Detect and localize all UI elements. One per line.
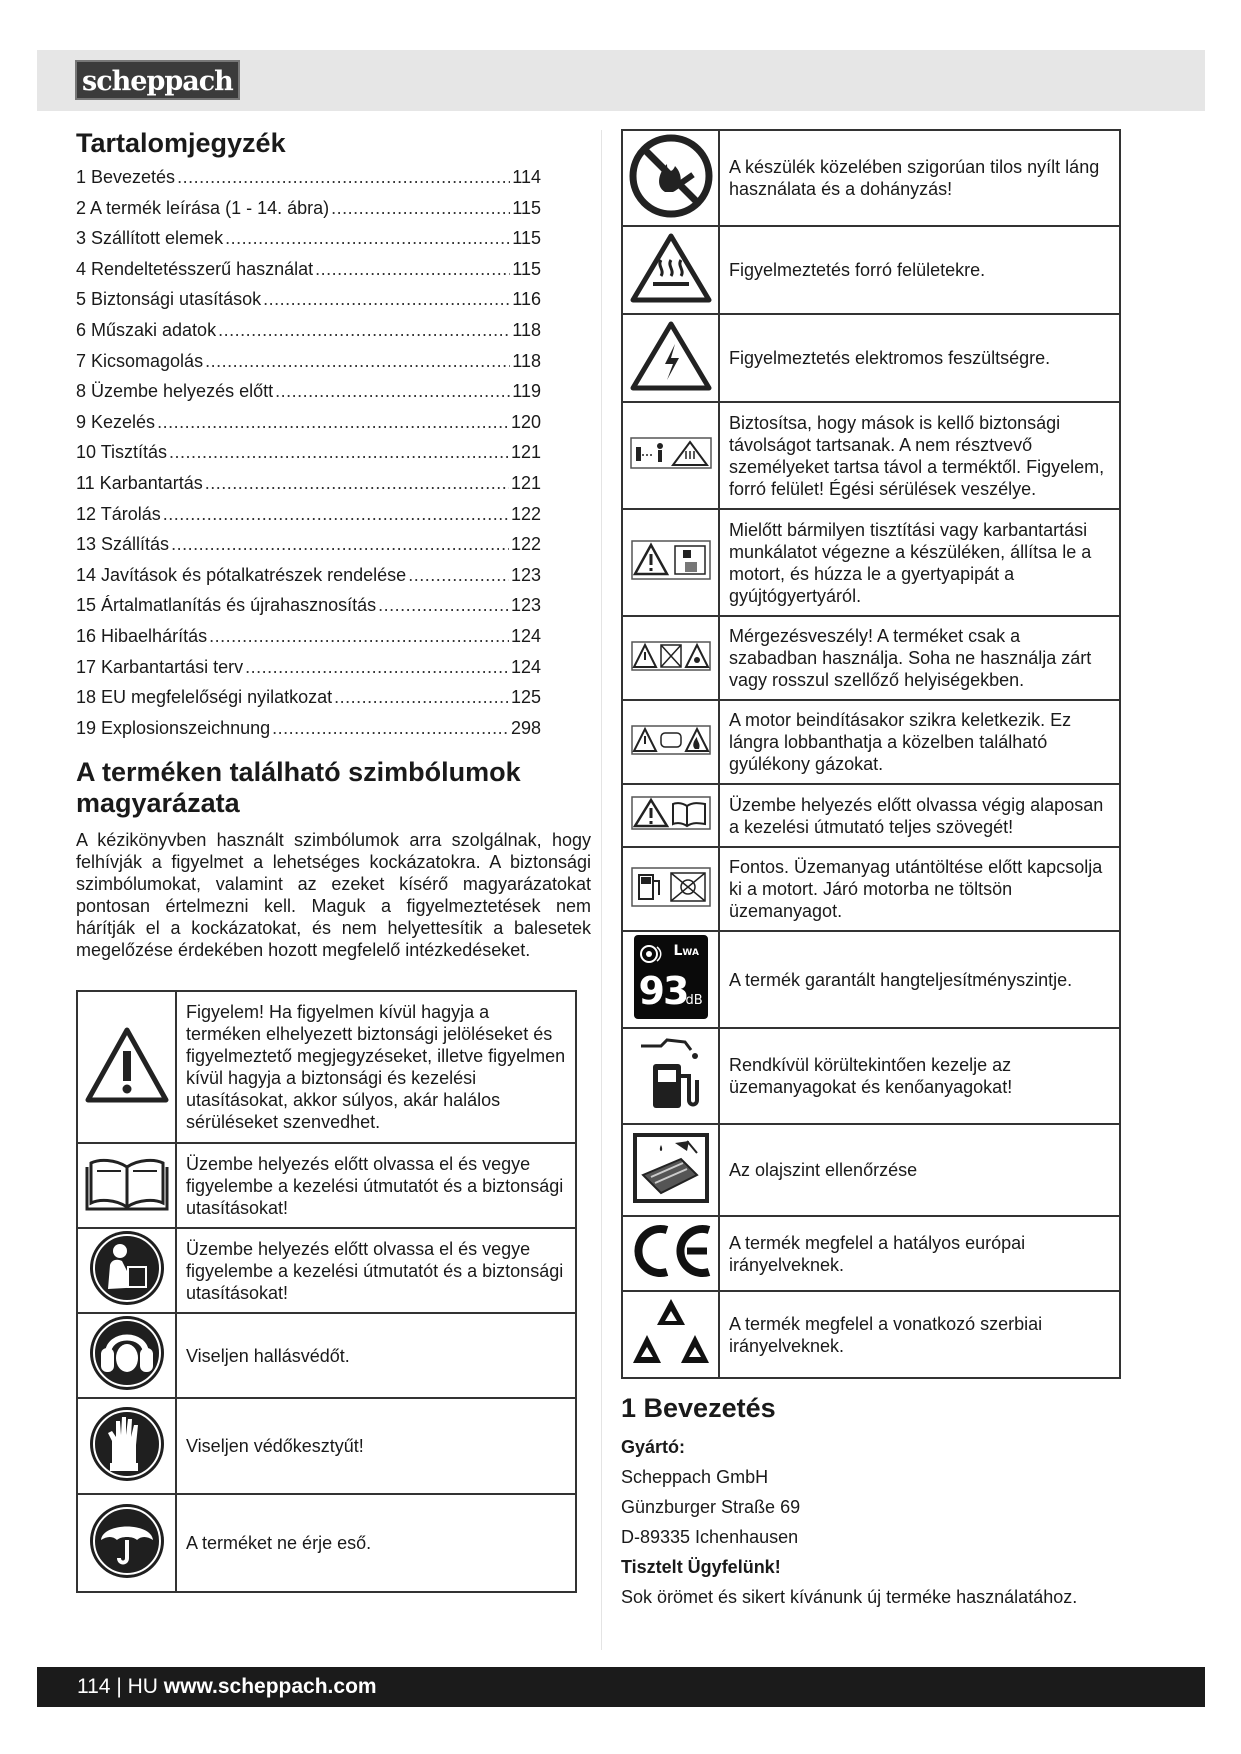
electric-voltage-warning-icon [622,314,719,402]
symbols-intro: A kézikönyvben használt szimbólumok arra szolgálnak, hogy felhívják a figyelmet a lehetséges kockázatokra. A biztonsági szimbólumokat, valamint az ezeket kísérő magyarázatokat pontosan értelmezni kell. Maguk a figyelmeztetések nem hárítják el a kockázatokat, és nem helyettesítik a balesetek megelőzése érdekében hozott megfelelő intézkedéseket. [76,830,591,960]
disconnect-spark-plug-icon [622,509,719,616]
welcome-message: Sok örömet és sikert kívánunk új terméke használatához. [621,1587,1078,1607]
symbol-description: Rendkívül körültekintően kezelje az üzemanyagokat és kenőanyagokat! [719,1028,1120,1124]
toc-item[interactable]: 15 Ártalmatlanítás és újrahasznosítás ..... 123 [76,595,541,626]
language-code: HU [127,1675,158,1698]
symbols-table-right [621,129,1121,1379]
page-number: 114 [77,1675,111,1698]
toc-item[interactable]: 13 Szállítás ..... 122 [76,534,541,565]
toc-item[interactable]: 4 Rendeltetésszerű használat ..... 115 [76,259,541,290]
keep-distance-hot-surface-icon [622,402,719,509]
symbol-description: A motor beindításakor szikra keletkezik. Ez lángra lobbanthatja a közelben található gyúlékony gázokat. [719,700,1120,784]
page-header [37,50,1205,111]
symbol-description: A termék garantált hangteljesítményszintje. [719,931,1120,1028]
toc-item[interactable]: 1 Bevezetés ..... 114 [76,167,541,198]
symbol-description: Biztosítsa, hogy mások is kellő biztonsági távolságot tartsanak. A nem résztvevő személyeket tartsa távol a terméktől. Figyelem, forró felület! Égési sérülések veszélye. [719,402,1120,509]
company-city: D-89335 Ichenhausen [621,1527,799,1547]
refuel-engine-off-icon [622,847,719,931]
spark-flammable-icon [622,700,719,784]
umbrella-icon [77,1494,176,1592]
toc-item[interactable]: 18 EU megfelelőségi nyilatkozat ..... 125 [76,687,541,718]
toc-item[interactable]: 5 Biztonsági utasítások ..... 116 [76,289,541,320]
toc-item[interactable]: 3 Szállított elemek ..... 115 [76,228,541,259]
symbol-description: Figyelmeztetés forró felületekre. [719,226,1120,314]
toc-item[interactable]: 8 Üzembe helyezés előtt ..... 119 [76,381,541,412]
read-manual-icon [77,1228,176,1313]
symbol-description: A termék megfelel a hatályos európai irányelveknek. [719,1216,1120,1291]
toc-item[interactable]: 14 Javítások és pótalkatrészek rendelése ..... 123 [76,565,541,596]
toc-item[interactable]: 2 A termék leírása (1 - 14. ábra) ..... 115 [76,198,541,229]
symbol-description: A terméket ne érje eső. [176,1494,576,1592]
website-link[interactable]: www.scheppach.com [163,1675,377,1698]
symbol-description: Fontos. Üzemanyag utántöltése előtt kapcsolja ki a motort. Járó motorba ne töltsön üzemanyagot. [719,847,1120,931]
toc-item[interactable]: 9 Kezelés ..... 120 [76,412,541,443]
toc-item[interactable]: 12 Tárolás ..... 122 [76,504,541,535]
fuel-oil-handling-icon [622,1028,719,1124]
symbol-description: Üzembe helyezés előtt olvassa végig alaposan a kezelési útmutató teljes szövegét! [719,784,1120,847]
symbol-description: Figyelem! Ha figyelmen kívül hagyja a terméken elhelyezett biztonsági jelöléseket és figyelmeztető megjegyzéseket, illetve figyelmen kívül hagyja a biztonsági és kezelési utasításokat, akkor súlyos, akár halálos sérüléseket szenvedhet. [176,991,576,1143]
ear-protection-icon [77,1313,176,1398]
symbols-table-left [76,990,577,1593]
serbian-conformity-icon [622,1291,719,1378]
check-oil-level-icon [622,1124,719,1216]
toc-item[interactable]: 11 Karbantartás ..... 121 [76,473,541,504]
open-book-icon [77,1143,176,1228]
sound-power-level-icon: LWA 93 dB [634,935,708,1019]
symbol-description: Viseljen védőkesztyűt! [176,1398,576,1494]
table-of-contents [76,167,541,748]
symbol-description: A termék megfelel a vonatkozó szerbiai irányelveknek. [719,1291,1120,1378]
symbol-description: Mielőtt bármilyen tisztítási vagy karbantartási munkálatot végezne a készüléken, állítsa le a motort, és húzza le a gyertyapipát a gyújtógyertyáról. [719,509,1120,616]
company-name: Scheppach GmbH [621,1467,769,1487]
toc-item[interactable]: 19 Explosionszeichnung ..... 298 [76,718,541,749]
toc-item[interactable]: 7 Kicsomagolás ..... 118 [76,351,541,382]
symbol-description: Viseljen hallásvédőt. [176,1313,576,1398]
symbol-description: A készülék közelében szigorúan tilos nyílt láng használata és a dohányzás! [719,130,1120,226]
greeting: Tisztelt Ügyfelünk! [621,1557,781,1577]
symbol-description: Mérgezésveszély! A terméket csak a szabadban használja. Soha ne használja zárt vagy rosszul szellőző helyiségekben. [719,616,1120,700]
hot-surface-warning-icon [622,226,719,314]
toc-item[interactable]: 17 Karbantartási terv ..... 124 [76,657,541,688]
warning-triangle-icon [77,991,176,1143]
introduction-title: 1 Bevezetés [621,1393,776,1423]
gloves-icon [77,1398,176,1494]
symbol-description: Az olajszint ellenőrzése [719,1124,1120,1216]
manufacturer-label: Gyártó: [621,1437,686,1457]
symbol-description: Üzembe helyezés előtt olvassa el és vegye figyelembe a kezelési útmutatót és a biztonsági utasításokat! [176,1228,576,1313]
page-footer: 114 | HU www.scheppach.com [37,1667,1205,1707]
toc-item[interactable]: 16 Hibaelhárítás ..... 124 [76,626,541,657]
column-divider [601,130,602,1650]
toc-item[interactable]: 6 Műszaki adatok ..... 118 [76,320,541,351]
symbol-description: Figyelmeztetés elektromos feszültségre. [719,314,1120,402]
ce-mark-icon [622,1216,719,1291]
introduction-block [621,1432,1077,1612]
toc-title: Tartalomjegyzék [76,128,286,158]
read-manual-warning-icon [622,784,719,847]
company-street: Günzburger Straße 69 [621,1497,801,1517]
toc-item[interactable]: 10 Tisztítás ..... 121 [76,442,541,473]
symbol-description: Üzembe helyezés előtt olvassa el és vegye figyelembe a kezelési útmutatót és a biztonsági utasításokat! [176,1143,576,1228]
no-open-flame-icon [622,130,719,226]
symbols-title: A terméken található szimbólumok magyarázata [76,757,521,818]
poisoning-danger-icon [622,616,719,700]
scheppach-logo: scheppach [75,60,240,100]
